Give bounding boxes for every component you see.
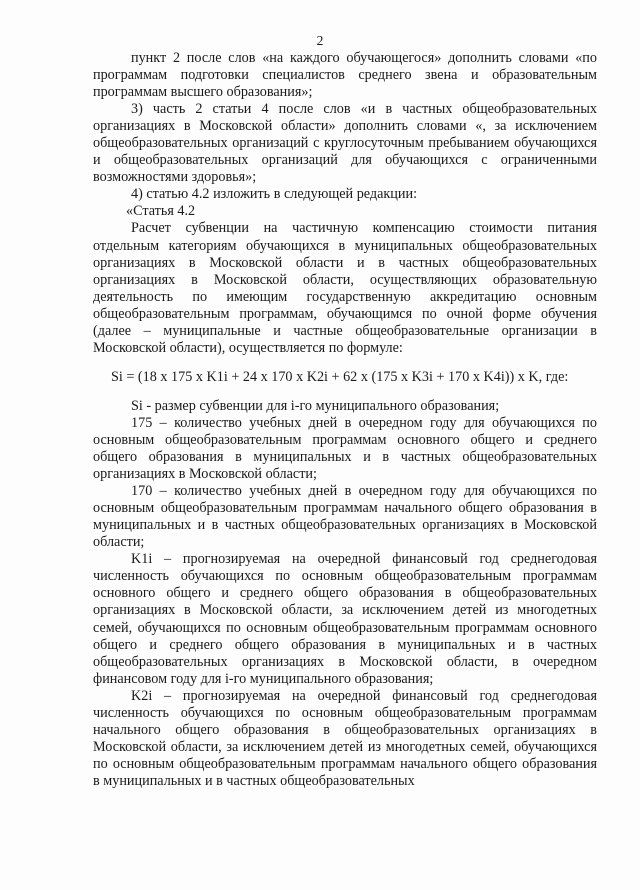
definition-170: 170 – количество учебных дней в очередном году для обучающихся по основным общеобразовательным программам начального общего образования в муниципальных и в частных общеобразовательных организациях в Московской области;: [93, 483, 597, 551]
paragraph-item-3: 3) часть 2 статьи 4 после слов «и в частных общеобразовательных организациях в Московской области» дополнить словами «, за исключением общеобразовательных организаций с круглосуточным пребыванием обучающихся и общеобразовательных организаций для обучающихся с ограниченными возможностями здоровья»;: [93, 101, 597, 186]
article-heading: «Статья 4.2: [126, 203, 196, 220]
page-number: 2: [316, 33, 324, 48]
document-body: [93, 50, 597, 790]
definition-175: 175 – количество учебных дней в очередном году для обучающихся по основным общеобразовательным программам основного общего и среднего общего образования в муниципальных и в частных общеобразовательных организациях в Московской области;: [93, 414, 597, 483]
definition-k2i: K2i – прогнозируемая на очередной финансовый год среднегодовая численность обучающихся по основным общеобразовательным программам начального общего образования в общеобразовательных организациях в Московской области, за исключением детей из многодетных семей, обучающихся по основным общеобразовательным программам начального общего образования в муниципальных и в частных общеобразовательных: [93, 687, 597, 789]
paragraph-item-4: 4) статью 4.2 изложить в следующей редакции:: [131, 186, 418, 203]
paragraph-subvention-calculation: Расчет субвенции на частичную компенсацию стоимости питания отдельным категориям обучающихся в муниципальных общеобразовательных организациях в Московской области и в частных общеобразовательных организациях в Московской области, осуществляющих образовательную деятельность по имеющим государственную аккредитацию основным общеобразовательным программам, обучающимся по очной форме обучения (далее – муниципальные и частные общеобразовательные организации в Московской области), осуществляется по формуле:: [93, 220, 597, 356]
paragraph-point-2-amendment: пункт 2 после слов «на каждого обучающегося» дополнить словами «по программам подготовки специалистов среднего звена и образовательным программам высшего образования»;: [93, 50, 597, 101]
definition-k1i: K1i – прогнозируемая на очередной финансовый год среднегодовая численность обучающихся по основным общеобразовательным программам основного общего и среднего общего образования в общеобразовательных организациях в Московской области, за исключением детей из многодетных семей, обучающихся по основным общеобразовательным программам основного общего и среднего общего образования в муниципальных и в частных общеобразовательных организациях в Московской области, в очередном финансовом году для i-го муниципального образования;: [93, 551, 597, 687]
formula: Si = (18 x 175 x K1i + 24 x 170 x K2i + 62 x (175 x K3i + 170 x K4i)) x K, где:: [111, 368, 569, 385]
definition-si: Si - размер субвенции для i-го муниципального образования;: [131, 397, 500, 414]
